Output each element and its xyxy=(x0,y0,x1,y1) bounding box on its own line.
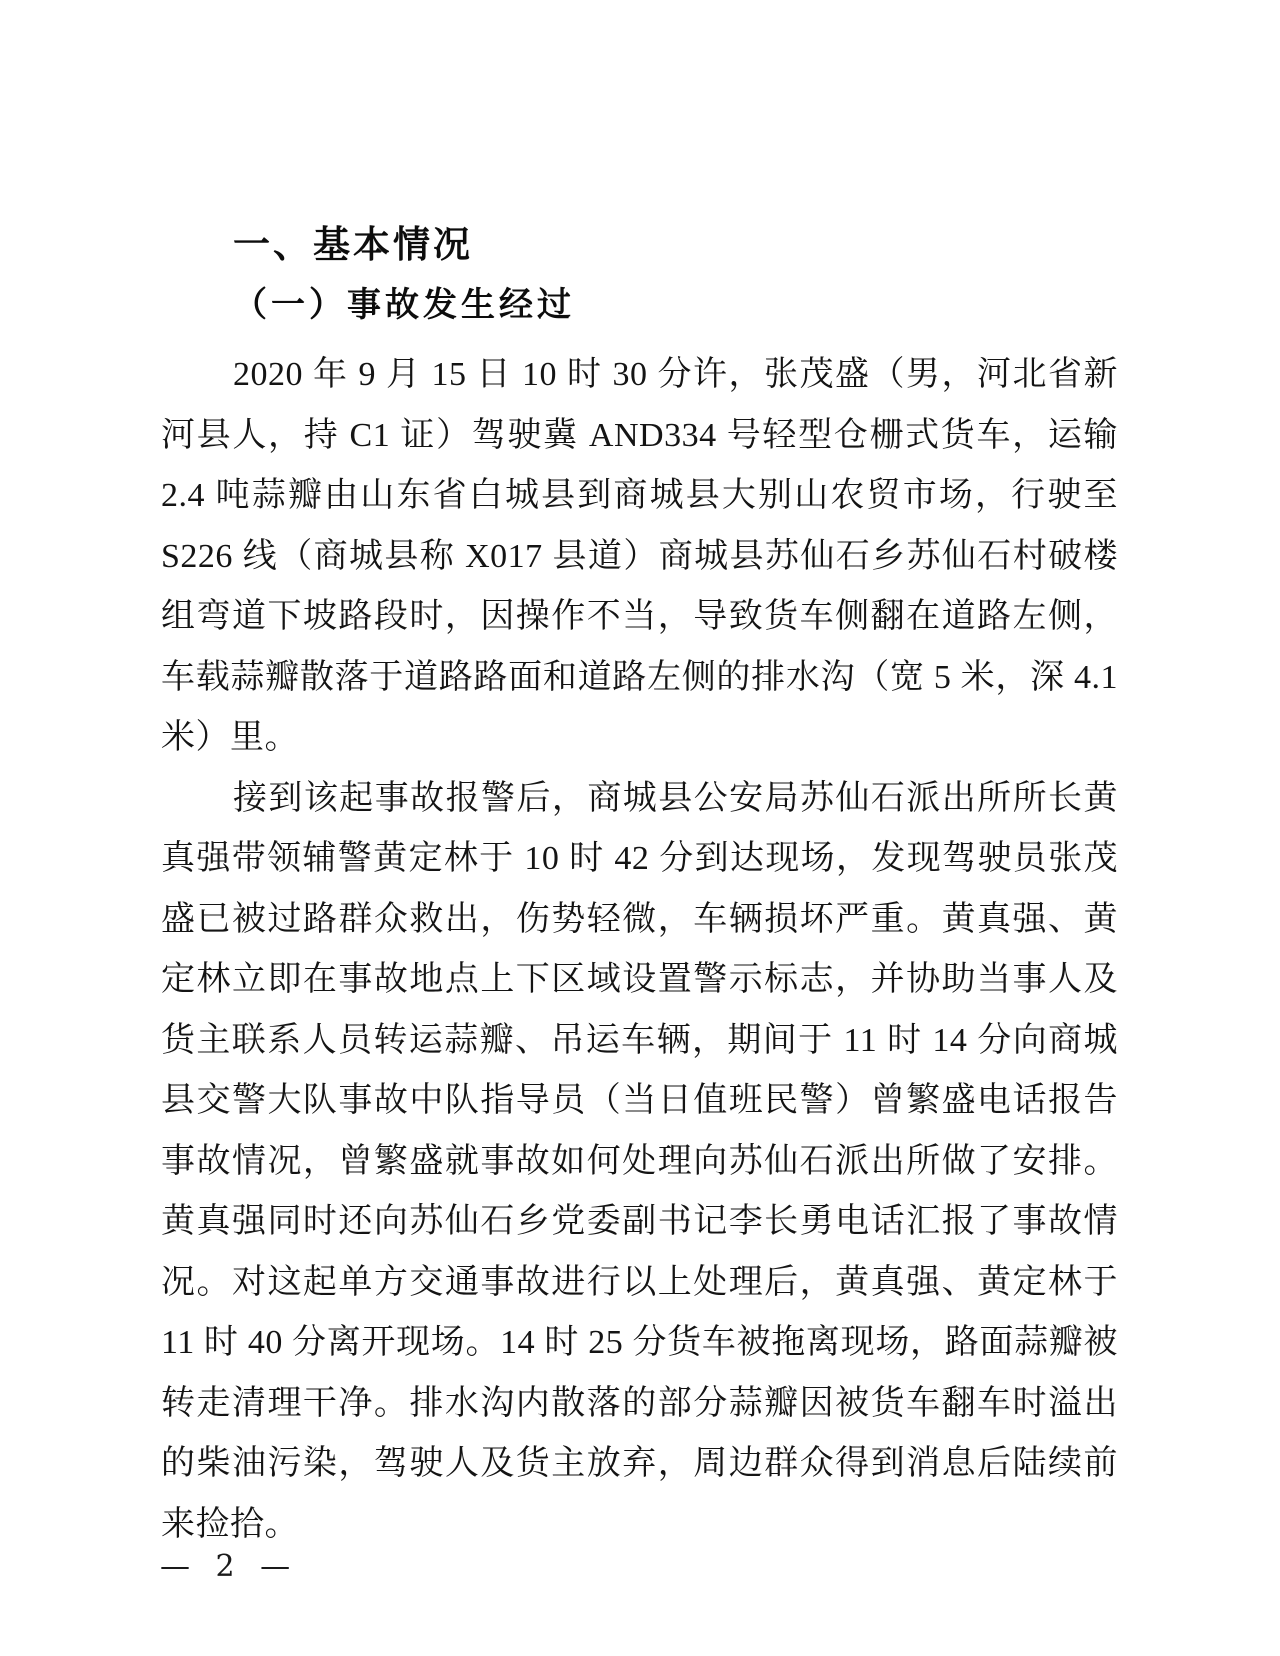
page-number: — 2 — xyxy=(160,1549,299,1584)
section-heading: 一、基本情况 xyxy=(233,224,473,265)
paragraph-accident-response: 接到该起事故报警后，商城县公安局苏仙石派出所所长黄真强带领辅警黄定林于 10 时 42 分到达现场，发现驾驶员张茂盛已被过路群众救出，伤势轻微，车辆损坏严重。黄真强、黄定林立即在事故地点上下区域设置警示标志，并协助当事人及货主联系人员转运蒜瓣、吊运车辆，期间于 11 时 14 分向商城县交警大队事故中队指导员（当日值班民警）曾繁盛电话报告事故情况，曾繁盛就事故如何处理向苏仙石派出所做了安排。黄真强同时还向苏仙石乡党委副书记李长勇电话汇报了事故情况。对这起单方交通事故进行以上处理后，黄真强、黄定林于 11 时 40 分离开现场。14 时 25 分货车被拖离现场，路面蒜瓣被转走清理干净。排水沟内散落的部分蒜瓣因被货车翻车时溢出的柴油污染，驾驶人及货主放弃，周边群众得到消息后陆续前来捡拾。 xyxy=(161,779,1118,1543)
subsection-heading: （一）事故发生经过 xyxy=(233,285,575,325)
document-body xyxy=(161,214,1118,1555)
paragraph-accident-occurrence: 2020 年 9 月 15 日 10 时 30 分许，张茂盛（男，河北省新河县人，持 C1 证）驾驶冀 AND334 号轻型仓栅式货车，运输 2.4 吨蒜瓣由山东省白城县到商城县大别山农贸市场，行驶至 S226 线（商城县称 X017 县道）商城县苏仙石乡苏仙石村破楼组弯道下坡路段时，因操作不当，导致货车侧翻在道路左侧，车载蒜瓣散落于道路路面和道路左侧的排水沟（宽 5 米，深 4.1 米）里。 xyxy=(161,356,1118,756)
